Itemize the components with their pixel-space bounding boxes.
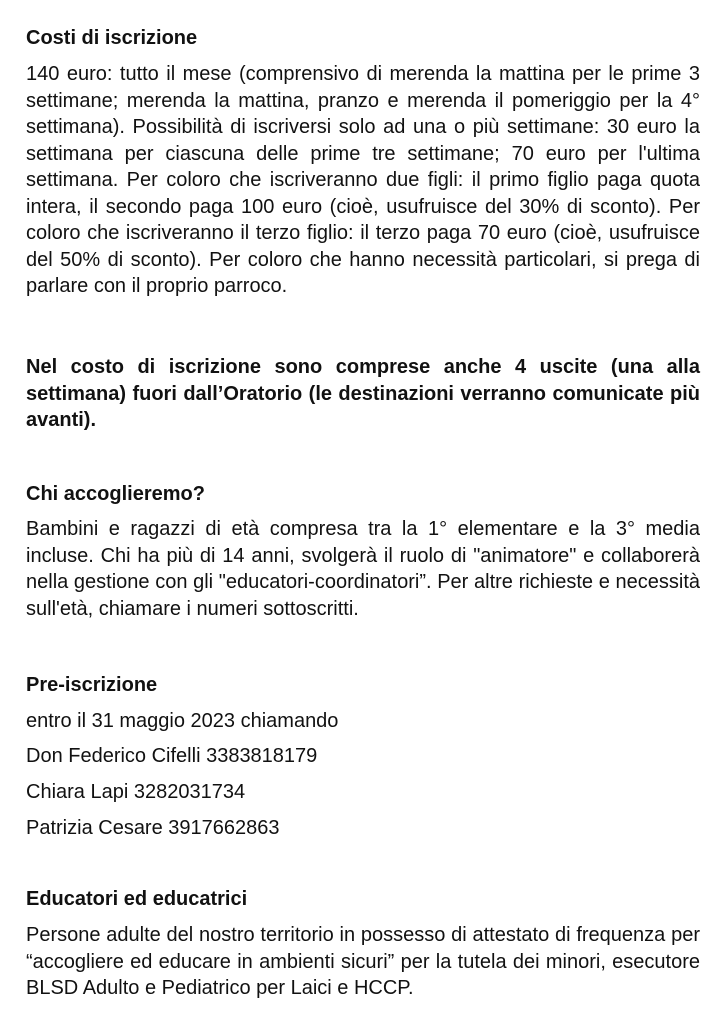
contact-row (26, 780, 700, 804)
educators-body: Persone adulte del nostro territorio in possesso di attestato di frequenza per “accogliere ed educare in ambienti sicuri” per la tutela dei minori, esecutore BLSD Adulto e Pediatrico per Laici e HCCP. (26, 924, 700, 999)
contact-federico: Don Federico Cifelli 3383818179 (26, 745, 318, 767)
contact-row (26, 816, 700, 840)
preregistration-section (26, 673, 700, 697)
contact-row (26, 744, 700, 768)
costs-body-wrapper (26, 61, 700, 300)
contact-chiara: Chiara Lapi 3282031734 (26, 781, 246, 803)
educators-heading: Educatori ed educatrici (26, 888, 248, 910)
welcome-body: Bambini e ragazzi di età compresa tra la 1° elementare e la 3° media incluse. Chi ha più di 14 anni, svolgerà il ruolo di "animatore" e collaborerà nella gestione con gli "educatori-coordinatori”. Per altre richieste e necessità sull'età, chiamare i numeri sottoscritti. (26, 518, 700, 620)
costs-heading: Costi di iscrizione (26, 27, 198, 49)
costs-section (26, 26, 700, 50)
welcome-body-wrapper (26, 516, 700, 622)
preregistration-deadline: entro il 31 maggio 2023 chiamando (26, 710, 339, 732)
costs-note: Nel costo di iscrizione sono comprese anche 4 uscite (una alla settimana) fuori dall’Oratorio (le destinazioni verranno comunicate più avanti). (26, 356, 700, 431)
costs-body: 140 euro: tutto il mese (comprensivo di merenda la mattina per le prime 3 settimane; merenda la mattina, pranzo e merenda il pomeriggio per la 4° settimana). Possibilità di iscriversi solo ad una o più settimane: 30 euro la settimana per ciascuna delle prime tre settimane; 70 euro per l'ultima settimana. Per coloro che iscriveranno due figli: il primo figlio paga quota intera, il secondo paga 100 euro (cioè, usufruisce del 30% di sconto). Per coloro che iscriveranno il terzo figlio: il terzo paga 70 euro (cioè, usufruisce del 50% di sconto). Per coloro che hanno necessità particolari, si prega di parlare con il proprio parroco. (26, 63, 700, 297)
educators-section (26, 887, 700, 911)
costs-note-wrapper (26, 354, 700, 434)
preregistration-heading: Pre-iscrizione (26, 674, 158, 696)
contact-patrizia: Patrizia Cesare 3917662863 (26, 817, 280, 839)
welcome-section (26, 482, 700, 506)
educators-body-wrapper (26, 922, 700, 1002)
preregistration-deadline-wrapper (26, 709, 700, 733)
welcome-heading: Chi accoglieremo? (26, 483, 205, 505)
